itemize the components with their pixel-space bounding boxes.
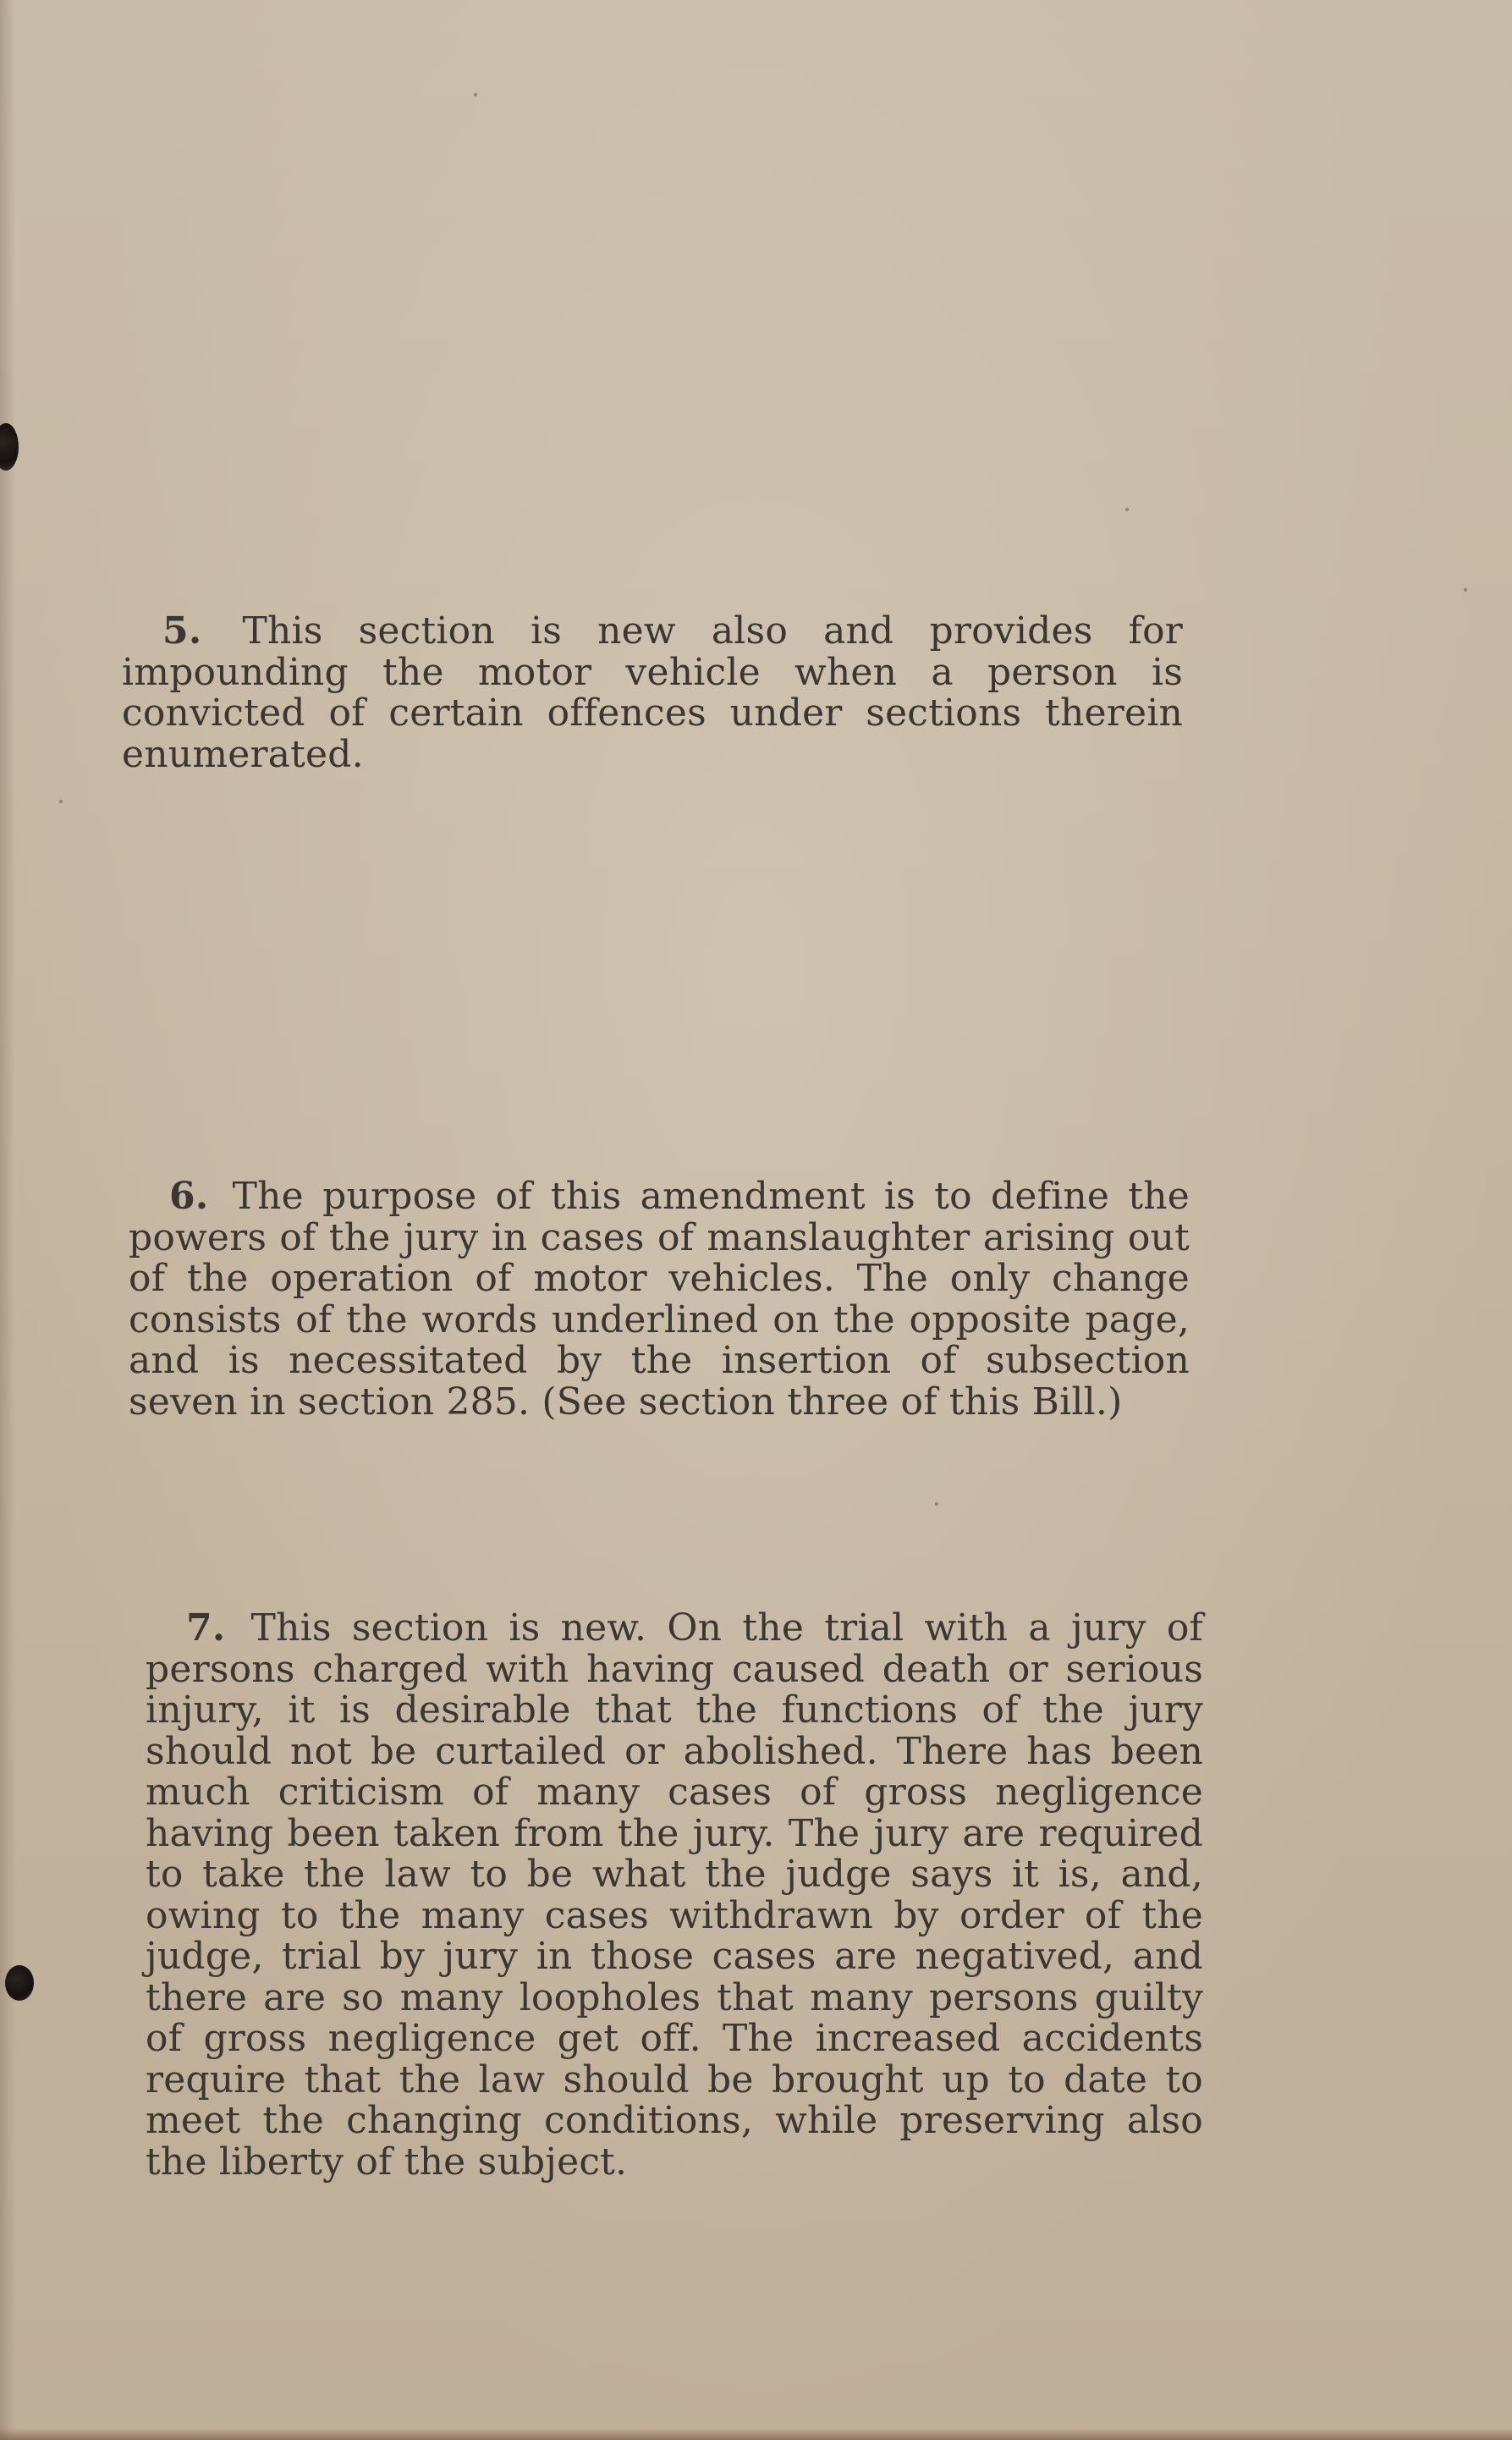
section-7-paragraph: [146, 1608, 1203, 2183]
section-7-text: This section is new. On the trial with a jury of persons charged with having caused death or serious injury, it is desirable that the functions of the jury should not be curtailed or abolished. There has been much criticism of many cases of gross negligence having been taken from the jury. The jury are required to take the law to be what the judge says it is, and, owing to the many cases withdrawn by order of the judge, trial by jury in those cases are negatived, and there are so many loopholes that many persons guilty of gross negligence get off. The increased accidents require that the law should be brought up to date to meet the changing conditions, while preserving also the liberty of the subject.: [146, 1606, 1203, 2184]
binding-hole-top: [0, 423, 19, 471]
section-7-number: 7.: [186, 1606, 226, 1650]
section-5-paragraph: [122, 611, 1183, 775]
section-6-paragraph: [129, 1176, 1190, 1423]
page-bottom-edge: [0, 2428, 1512, 2440]
paper-speck: [474, 93, 477, 96]
paper-speck: [935, 1502, 938, 1506]
paper-speck: [1464, 588, 1467, 592]
binding-hole-bottom: [5, 1965, 34, 2001]
section-6-number: 6.: [169, 1175, 209, 1218]
page-left-edge-shadow: [0, 0, 15, 2440]
paper-speck: [1125, 508, 1129, 511]
section-5-text: This section is new also and provides for impounding the motor vehicle when a person is convicted of certain offences under sections therein enumerated.: [122, 609, 1184, 776]
section-5-number: 5.: [162, 609, 202, 653]
paper-speck: [59, 800, 63, 803]
section-6-text: The purpose of this amendment is to define the powers of the jury in cases of manslaughter arising out of the operation of motor vehicles. The only change consists of the words underlined on the opposite page, and is necessitated by the insertion of subsection seven in section 285. (See section three of this Bill.): [129, 1175, 1190, 1424]
